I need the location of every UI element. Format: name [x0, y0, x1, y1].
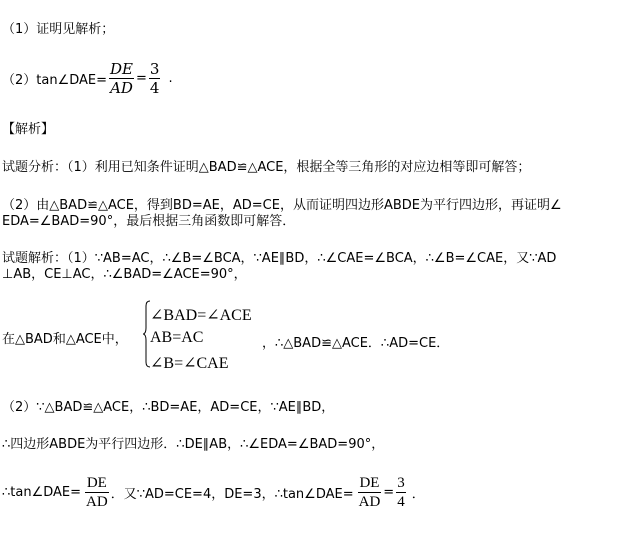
- solution-part2-line1: （2）∵△BAD≌△ACE，∴BD=AE，AD=CE，∵AE∥BD，: [2, 400, 335, 415]
- solution-line1a: 试题解析：（1）∵AB=AC，∴∠B=∠BCA，∵AE∥BD，∴∠CAE=∠BCA，∴∠B=∠CAE，又∵AD: [2, 251, 557, 266]
- fraction-denominator: 4: [397, 494, 405, 510]
- final-prefix: ∴tan∠DAE=: [2, 485, 82, 500]
- fraction-denominator: AD: [86, 494, 108, 510]
- answer-part1: （1）证明见解析；: [2, 22, 115, 37]
- system-eq3: ∠B=∠CAE: [150, 355, 229, 372]
- period: ．: [411, 487, 425, 502]
- jiexi-header: 【解析】: [2, 122, 55, 137]
- fraction-denominator: AD: [358, 494, 381, 510]
- answer-part2: [2, 60, 173, 97]
- final-line: [2, 474, 425, 511]
- fraction-de-ad: [109, 60, 134, 97]
- final-mid: ．又∵AD=CE=4，DE=3，∴tan∠DAE=: [110, 487, 354, 502]
- analysis-line1: 试题分析：（1）利用已知条件证明△BAD≌△ACE，根据全等三角形的对应边相等即可解答；: [2, 160, 531, 175]
- system-eq2: AB=AC: [150, 329, 204, 346]
- fraction-numerator: DE: [86, 475, 107, 491]
- analysis-line2b: EDA=∠BAD=90°，最后根据三角函数即可解答．: [2, 214, 296, 229]
- fraction-numerator: 3: [149, 60, 160, 78]
- fraction-denominator: AD: [110, 79, 133, 97]
- equals-sign: =: [136, 71, 147, 86]
- equals-sign: =: [383, 485, 395, 500]
- solution-line1b: ⊥AB，CE⊥AC，∴∠BAD=∠ACE=90°，: [2, 267, 247, 282]
- system-suffix: ，∴△BAD≌△ACE．∴AD=CE．: [262, 336, 450, 351]
- fraction-numerator: DE: [359, 475, 380, 491]
- system-eq1: ∠BAD=∠ACE: [150, 307, 252, 324]
- fraction-denominator: 4: [149, 79, 160, 97]
- fraction-3-4: [396, 474, 406, 511]
- fraction-numerator: DE: [110, 60, 133, 78]
- answer-part2-prefix: （2）tan∠DAE=: [2, 73, 108, 88]
- fraction-numerator: 3: [397, 475, 405, 491]
- fraction-de-ad: [85, 474, 109, 511]
- solution-part2-line2: ∴四边形ABDE为平行四边形．∴DE∥AB，∴∠EDA=∠BAD=90°，: [2, 437, 385, 452]
- fraction-de-ad-2: [358, 474, 382, 511]
- period: .: [168, 71, 173, 86]
- fraction-3-4: [149, 60, 161, 97]
- system-prefix: 在△BAD和△ACE中，: [2, 332, 128, 347]
- analysis-line2a: （2）由△BAD≌△ACE，得到BD=AE，AD=CE，从而证明四边形ABDE为平行四边形，再证明∠: [2, 198, 562, 213]
